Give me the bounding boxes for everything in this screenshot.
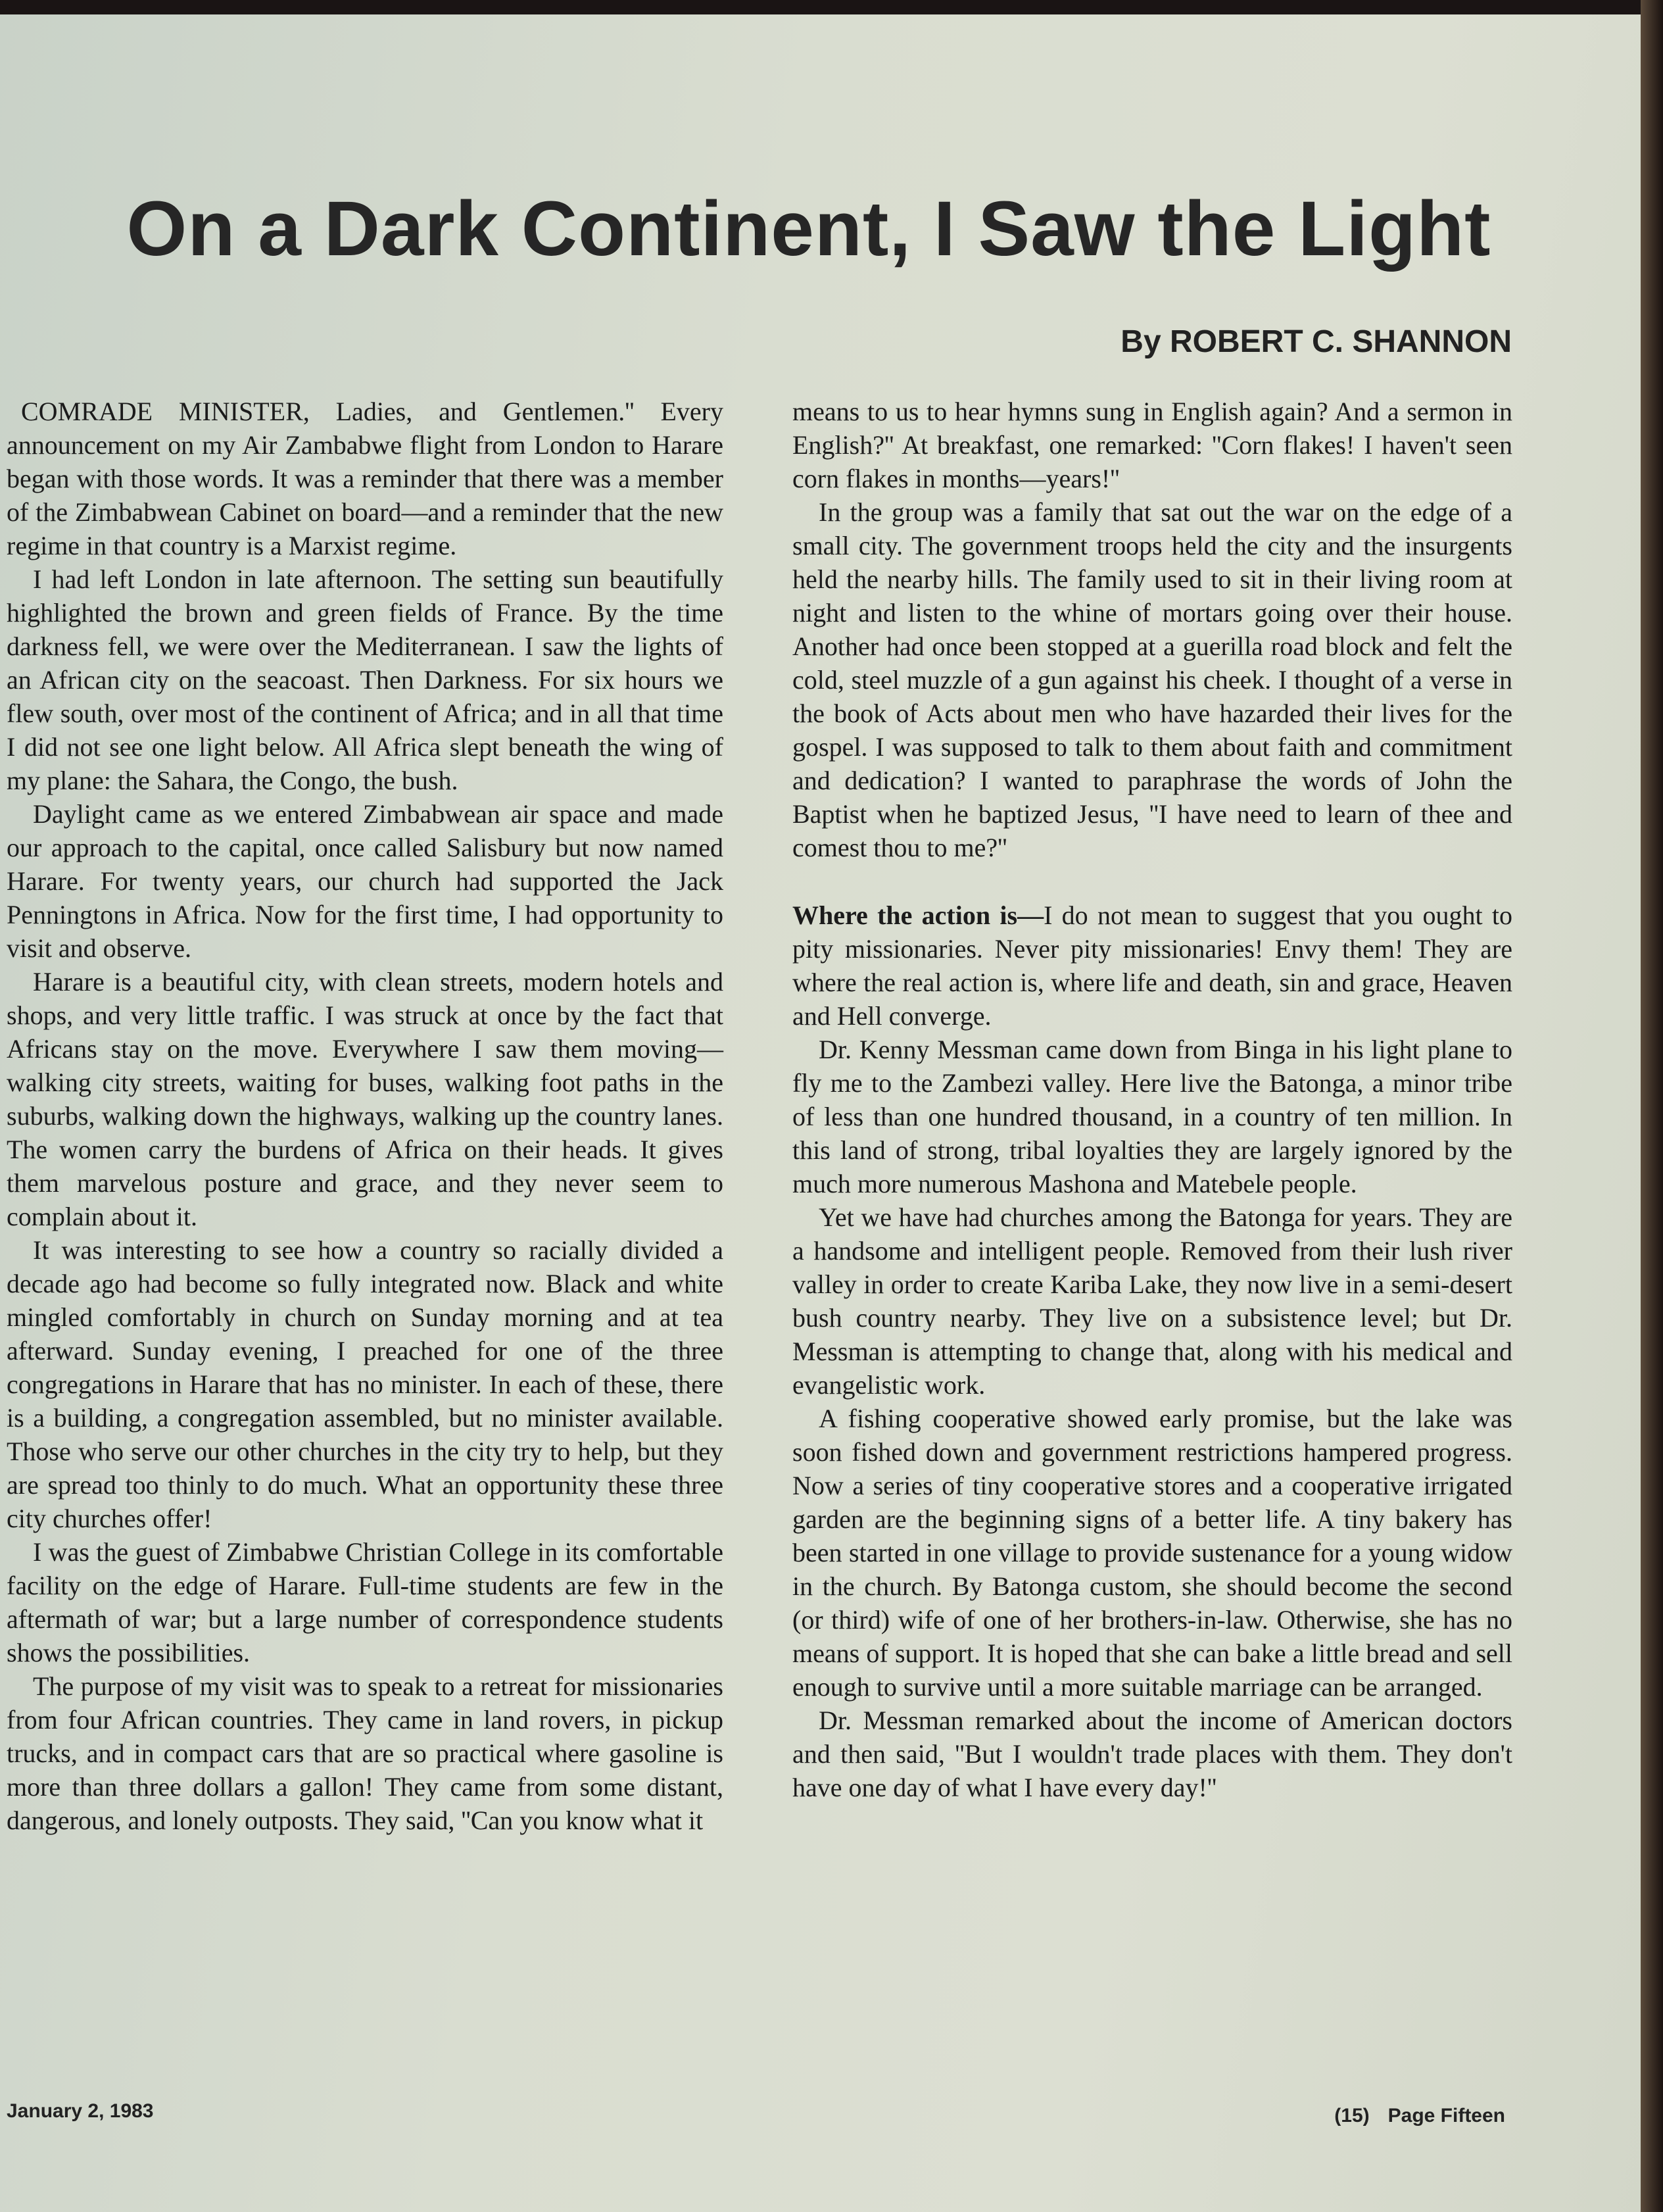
paragraph: Dr. Messman remarked about the income of American doctors and then said, ''But I wouldn't trade places with them. They don't have one day of what I have every day!'' [792,1706,1512,1802]
subhead-paragraph [792,898,1512,1033]
paragraph: Yet we have had churches among the Batonga for years. They are a handsome and intelligent people. Removed from their lush river valley in order to create Kariba Lake, they now live in a semi-desert bush country nearby. They live on a subsistence level; but Dr. Messman is attempting to change that, along with his medical and evangelistic work. [792,1202,1512,1400]
issue-date: January 2, 1983 [7,2100,154,2122]
paragraph: The purpose of my visit was to speak to a retreat for missionaries from four African countries. They came in land rovers, in pickup trucks, and in compact cars that are so practical where gasoline is more than three dollars a gallon! They came from some distant, dangerous, and lonely outposts. They said, ''Can you know what it [7,1671,723,1835]
paragraph: I had left London in late afternoon. The setting sun beautifully highlighted the brown and green fields of France. By the time darkness fell, we were over the Mediterranean. I saw the lights of an African city on the seacoast. Then Darkness. For six hours we flew south, over most of the continent of Africa; and in all that time I did not see one light below. All Africa slept beneath the wing of my plane: the Sahara, the Congo, the bush. [7,564,723,795]
section-gap [792,864,1512,898]
right-scan-edge [1641,0,1663,2212]
paragraph: In the group was a family that sat out the war on the edge of a small city. The government troops held the city and the insurgents held the nearby hills. The family used to sit in their living room at night and listen to the whine of mortars going over their house. Another had once been stopped at a guerilla road block and felt the cold, steel muzzle of a gun against his cheek. I thought of a verse in the book of Acts about men who have hazarded their lives for the gospel. I was supposed to talk to them about faith and commitment and dedication? I wanted to paraphrase the words of John the Baptist when he baptized Jesus, ''I have need to learn of thee and comest thou to me?'' [792,497,1512,862]
paragraph: Dr. Kenny Messman came down from Binga in his light plane to fly me to the Zambezi valley. Here live the Batonga, a minor tribe of less than one hundred thousand, in a country of ten million. In this land of strong, tribal loyalties they are largely ignored by the much more numerous Mashona and Matebele people. [792,1035,1512,1198]
subhead-text: I do not mean to suggest that you ought to pity missionaries. Never pity missionaries! Envy them! They are where the real action is, where life and death, sin and grace, Heaven and Hell converge. [792,900,1513,1031]
right-column [792,395,1512,1804]
paragraph: A fishing cooperative showed early promise, but the lake was soon fished down and government restrictions hampered progress. Now a series of tiny cooperative stores and a cooperative irrigated garden are the beginning signs of a better life. A tiny bakery has been started in one village to provide sustenance for a young widow in the church. By Batonga custom, she should become the second (or third) wife of one of her brothers-in-law. Otherwise, she has no means of support. It is hoped that she can bake a little bread and sell enough to survive until a more suitable marriage can be arranged. [792,1404,1512,1702]
paragraph: It was interesting to see how a country so racially divided a decade ago had become so fully integrated now. Black and white mingled comfortably in church on Sunday morning and at tea afterward. Sunday evening, I preached for one of the three congregations in Harare that has no minister. In each of these, there is a building, a congregation assembled, but no minister available. Those who serve our other churches in the city try to help, but they are spread too thinly to do much. What an opportunity these three city churches offer! [7,1235,723,1533]
paragraph: COMRADE MINISTER, Ladies, and Gentlemen.'' Every announcement on my Air Zambabwe flight from London to Harare began with those words. It was a reminder that there was a member of the Zimbabwean Cabinet on board—and a reminder that the new regime in that country is a Marxist regime. [7,397,723,560]
page-number: (15) [1334,2105,1370,2126]
article-byline: By ROBERT C. SHANNON [1121,324,1512,359]
left-column [7,395,723,1837]
paragraph: Harare is a beautiful city, with clean streets, modern hotels and shops, and very little traffic. I was struck at once by the fact that Africans stay on the move. Everywhere I saw them moving—walking city streets, waiting for buses, walking foot paths in the suburbs, walking down the highways, walking up the country lanes. The women carry the burdens of Africa on their heads. It gives them marvelous posture and grace, and they never seem to complain about it. [7,967,723,1231]
paragraph-continuation: means to us to hear hymns sung in English again? And a sermon in English?'' At breakfast, one remarked: ''Corn flakes! I haven't seen corn flakes in months—years!'' [792,397,1512,493]
paragraph: Daylight came as we entered Zimbabwean air space and made our approach to the capital, once called Salisbury but now named Harare. For twenty years, our church had supported the Jack Penningtons in Africa. Now for the first time, I had opportunity to visit and observe. [7,799,723,963]
top-scan-edge [0,0,1663,14]
subhead: Where the action is— [792,900,1044,930]
page-folio [1334,2105,1505,2127]
paragraph: I was the guest of Zimbabwe Christian College in its comfortable facility on the edge of Harare. Full-time students are few in the aftermath of war; but a large number of correspondence students shows the possibilities. [7,1537,723,1667]
article-title: On a Dark Continent, I Saw the Light [126,185,1491,272]
page-label: Page Fifteen [1387,2105,1505,2126]
